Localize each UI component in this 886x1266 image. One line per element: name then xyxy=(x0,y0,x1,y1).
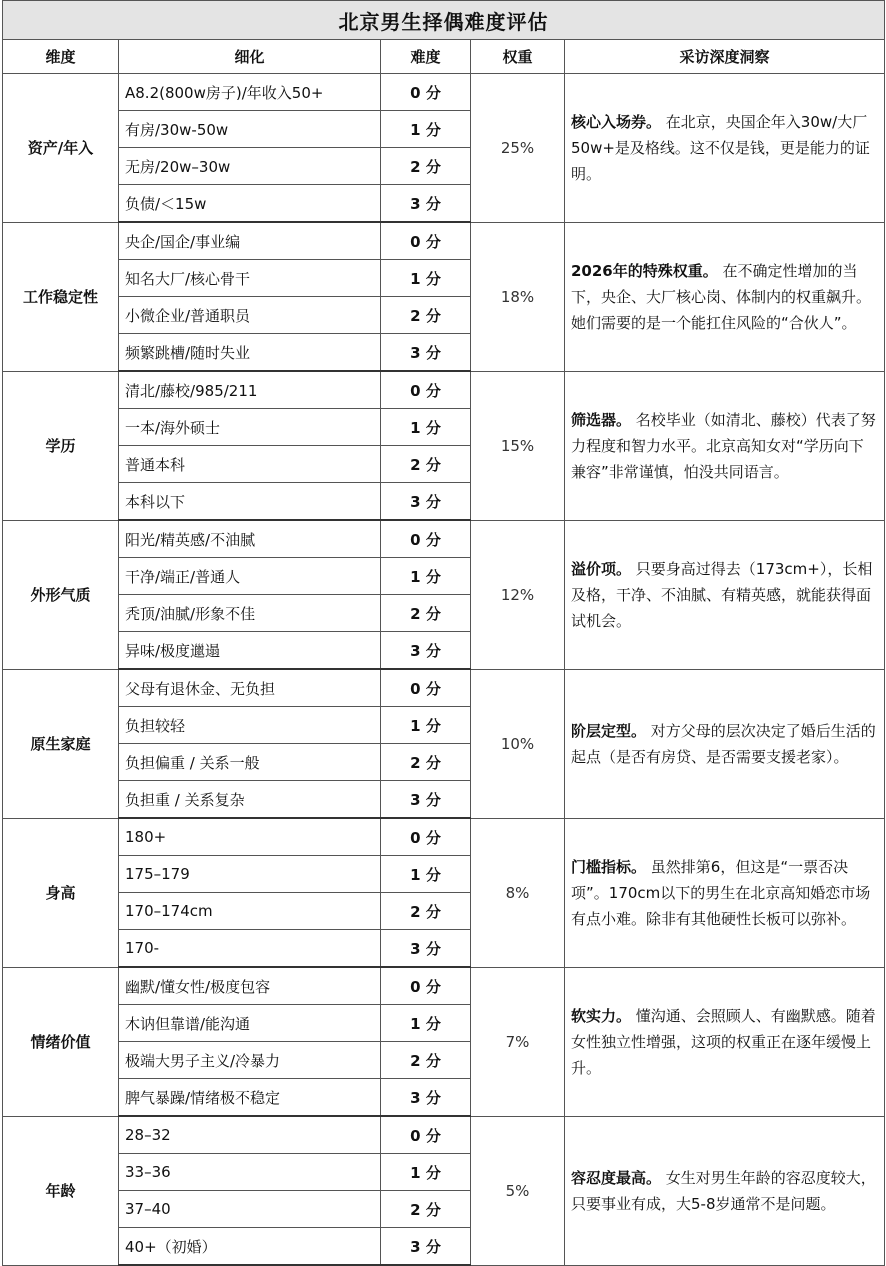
insight-body: 女生对男生年龄的容忍度较大，只要事业有成，大5-8岁通常不是问题。 xyxy=(571,1168,876,1213)
weight-cell: 12% xyxy=(471,520,565,669)
insight-title: 容忍度最高。 xyxy=(571,1168,662,1187)
difficulty-cell: 1 分 xyxy=(381,707,471,744)
insight-cell xyxy=(565,222,885,371)
weight-cell: 7% xyxy=(471,967,565,1116)
detail-cell: 父母有退休金、无负担 xyxy=(119,669,381,707)
difficulty-cell: 0 分 xyxy=(381,74,471,111)
detail-cell: 33–36 xyxy=(119,1154,381,1191)
difficulty-cell: 0 分 xyxy=(381,669,471,707)
detail-cell: 负担较轻 xyxy=(119,707,381,744)
weight-cell: 10% xyxy=(471,669,565,818)
insight-cell xyxy=(565,74,885,223)
difficulty-cell: 0 分 xyxy=(381,1116,471,1154)
insight-title: 核心入场券。 xyxy=(571,112,662,131)
detail-cell: 37–40 xyxy=(119,1191,381,1228)
detail-cell: 无房/20w–30w xyxy=(119,148,381,185)
difficulty-cell: 0 分 xyxy=(381,222,471,260)
detail-cell: 清北/藤校/985/211 xyxy=(119,371,381,409)
detail-cell: 幽默/懂女性/极度包容 xyxy=(119,967,381,1005)
detail-cell: 脾气暴躁/情绪极不稳定 xyxy=(119,1079,381,1117)
table-row xyxy=(3,1116,885,1154)
assessment-table xyxy=(2,0,885,1266)
difficulty-cell: 3 分 xyxy=(381,185,471,223)
insight-cell xyxy=(565,520,885,669)
difficulty-cell: 1 分 xyxy=(381,1154,471,1191)
detail-cell: 木讷但靠谱/能沟通 xyxy=(119,1005,381,1042)
table-row xyxy=(3,520,885,558)
detail-cell: 异味/极度邋遢 xyxy=(119,632,381,670)
detail-cell: A8.2(800w房子)/年收入50+ xyxy=(119,74,381,111)
insight-body: 名校毕业（如清北、藤校）代表了努力程度和智力水平。北京高知女对“学历向下兼容”非常谨慎，怕没共同语言。 xyxy=(571,410,876,481)
difficulty-cell: 1 分 xyxy=(381,856,471,893)
difficulty-cell: 2 分 xyxy=(381,893,471,930)
insight-title: 软实力。 xyxy=(571,1006,632,1025)
difficulty-cell: 3 分 xyxy=(381,1228,471,1266)
difficulty-cell: 3 分 xyxy=(381,1079,471,1117)
insight-body: 懂沟通、会照顾人、有幽默感。随着女性独立性增强，这项的权重正在逐年缓慢上升。 xyxy=(571,1006,876,1077)
header-detail: 细化 xyxy=(119,40,381,74)
difficulty-cell: 1 分 xyxy=(381,1005,471,1042)
insight-cell xyxy=(565,967,885,1116)
dimension-cell: 外形气质 xyxy=(3,520,119,669)
detail-cell: 阳光/精英感/不油腻 xyxy=(119,520,381,558)
insight-title: 筛选器。 xyxy=(571,410,632,429)
difficulty-cell: 3 分 xyxy=(381,334,471,372)
table-row xyxy=(3,222,885,260)
difficulty-cell: 3 分 xyxy=(381,483,471,521)
insight-body: 只要身高过得去（173cm+），长相及格，干净、不油腻、有精英感，就能获得面试机会。 xyxy=(571,559,873,630)
difficulty-cell: 1 分 xyxy=(381,111,471,148)
dimension-cell: 学历 xyxy=(3,371,119,520)
difficulty-cell: 2 分 xyxy=(381,297,471,334)
insight-title: 门槛指标。 xyxy=(571,857,647,876)
header-difficulty: 难度 xyxy=(381,40,471,74)
weight-cell: 5% xyxy=(471,1116,565,1265)
difficulty-cell: 2 分 xyxy=(381,1191,471,1228)
detail-cell: 普通本科 xyxy=(119,446,381,483)
detail-cell: 170- xyxy=(119,930,381,968)
difficulty-cell: 0 分 xyxy=(381,520,471,558)
insight-cell xyxy=(565,818,885,967)
difficulty-cell: 1 分 xyxy=(381,260,471,297)
difficulty-cell: 3 分 xyxy=(381,632,471,670)
detail-cell: 40+（初婚） xyxy=(119,1228,381,1266)
dimension-cell: 身高 xyxy=(3,818,119,967)
detail-cell: 负担重 / 关系复杂 xyxy=(119,781,381,819)
detail-cell: 180+ xyxy=(119,818,381,856)
insight-body: 虽然排第6，但这是“一票否决项”。170cm以下的男生在北京高知婚恋市场有点小难。除非有其他硬性长板可以弥补。 xyxy=(571,857,871,928)
insight-cell xyxy=(565,1116,885,1265)
difficulty-cell: 1 分 xyxy=(381,409,471,446)
difficulty-cell: 2 分 xyxy=(381,446,471,483)
table-title: 北京男生择偶难度评估 xyxy=(3,1,885,40)
header-dimension: 维度 xyxy=(3,40,119,74)
weight-cell: 15% xyxy=(471,371,565,520)
detail-cell: 一本/海外硕士 xyxy=(119,409,381,446)
table-body xyxy=(3,74,885,1266)
detail-cell: 频繁跳槽/随时失业 xyxy=(119,334,381,372)
dimension-cell: 年龄 xyxy=(3,1116,119,1265)
insight-cell xyxy=(565,669,885,818)
detail-cell: 170–174cm xyxy=(119,893,381,930)
table-row xyxy=(3,818,885,856)
table-row xyxy=(3,669,885,707)
difficulty-cell: 2 分 xyxy=(381,744,471,781)
insight-body: 在不确定性增加的当下，央企、大厂核心岗、体制内的权重飙升。她们需要的是一个能扛住风险的“合伙人”。 xyxy=(571,261,872,332)
dimension-cell: 原生家庭 xyxy=(3,669,119,818)
difficulty-cell: 3 分 xyxy=(381,930,471,968)
weight-cell: 25% xyxy=(471,74,565,223)
insight-body: 对方父母的层次决定了婚后生活的起点（是否有房贷、是否需要支援老家）。 xyxy=(571,721,876,766)
insight-cell xyxy=(565,371,885,520)
dimension-cell: 情绪价值 xyxy=(3,967,119,1116)
detail-cell: 小微企业/普通职员 xyxy=(119,297,381,334)
insight-title: 阶层定型。 xyxy=(571,721,647,740)
difficulty-cell: 2 分 xyxy=(381,148,471,185)
insight-title: 溢价项。 xyxy=(571,559,632,578)
difficulty-cell: 2 分 xyxy=(381,1042,471,1079)
detail-cell: 175–179 xyxy=(119,856,381,893)
table-row xyxy=(3,74,885,111)
difficulty-cell: 0 分 xyxy=(381,967,471,1005)
detail-cell: 秃顶/油腻/形象不佳 xyxy=(119,595,381,632)
header-insight: 采访深度洞察 xyxy=(565,40,885,74)
detail-cell: 知名大厂/核心骨干 xyxy=(119,260,381,297)
detail-cell: 本科以下 xyxy=(119,483,381,521)
difficulty-cell: 2 分 xyxy=(381,595,471,632)
insight-title: 2026年的特殊权重。 xyxy=(571,261,718,280)
header-weight: 权重 xyxy=(471,40,565,74)
difficulty-cell: 3 分 xyxy=(381,781,471,819)
detail-cell: 干净/端正/普通人 xyxy=(119,558,381,595)
insight-body: 在北京，央国企年入30w/大厂50w+是及格线。这不仅是钱，更是能力的证明。 xyxy=(571,112,870,183)
table-row xyxy=(3,967,885,1005)
weight-cell: 18% xyxy=(471,222,565,371)
weight-cell: 8% xyxy=(471,818,565,967)
table-row xyxy=(3,371,885,409)
header-row xyxy=(3,40,885,74)
dimension-cell: 工作稳定性 xyxy=(3,222,119,371)
detail-cell: 28–32 xyxy=(119,1116,381,1154)
difficulty-cell: 0 分 xyxy=(381,818,471,856)
difficulty-cell: 1 分 xyxy=(381,558,471,595)
detail-cell: 负债/＜15w xyxy=(119,185,381,223)
dimension-cell: 资产/年入 xyxy=(3,74,119,223)
detail-cell: 央企/国企/事业编 xyxy=(119,222,381,260)
detail-cell: 负担偏重 / 关系一般 xyxy=(119,744,381,781)
detail-cell: 有房/30w-50w xyxy=(119,111,381,148)
difficulty-cell: 0 分 xyxy=(381,371,471,409)
detail-cell: 极端大男子主义/冷暴力 xyxy=(119,1042,381,1079)
